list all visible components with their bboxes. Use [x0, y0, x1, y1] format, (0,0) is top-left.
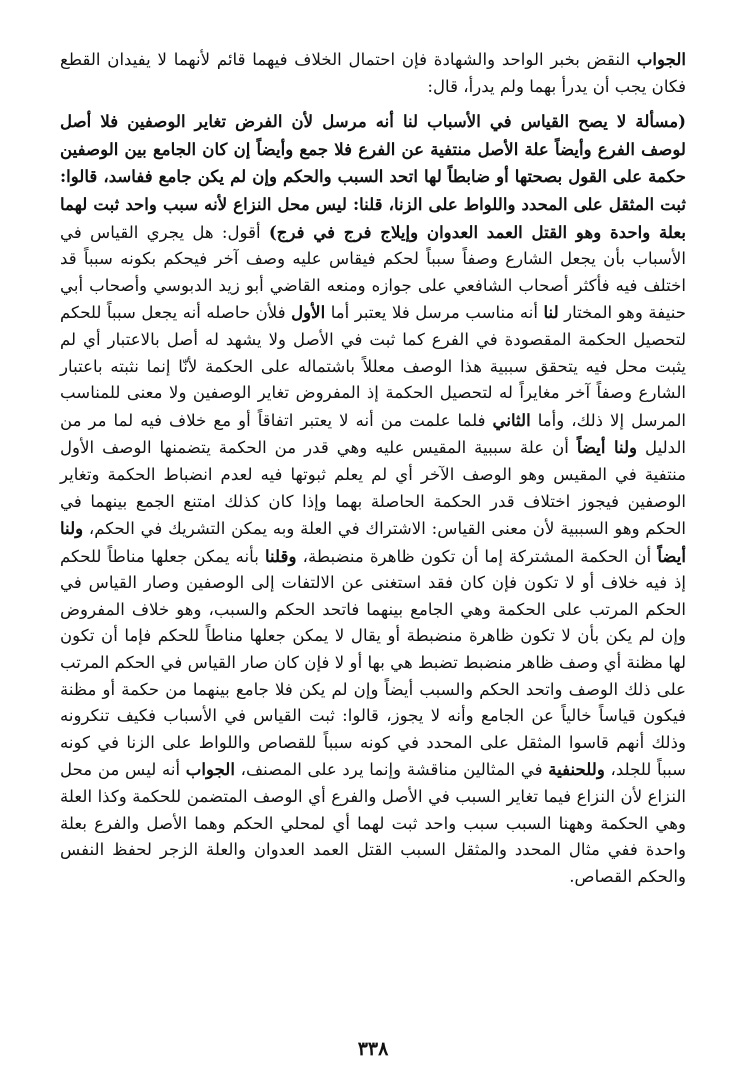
bold-text-segment: وللحنفية [548, 759, 605, 780]
bold-text-segment: وقلنا [264, 545, 297, 566]
paragraph [60, 108, 686, 890]
bold-text-segment: ولنا أيضاً [576, 437, 638, 458]
text-segment: في المثالين مناقشة وإنما يرد على المصنف، [234, 760, 549, 780]
text-segment: أن الحكمة المشتركة إما أن تكون ظاهرة منضبطة، [296, 546, 658, 566]
text-segment: أقول: هل يجري القياس في الأسباب بأن يجعل الشارع وصفاً سبباً لحكم فيقاس عليه وصف آخر فيحكم بكونه سبباً قد اختلف فيه فأكثر أصحاب الشافعي على جوازه ومنعه القاضي أبو زيد الدبوسي وأصحاب أبي حنيفة وهو المختار [60, 222, 686, 323]
bold-text-segment: الجواب [636, 49, 686, 69]
bold-text-segment: ولنا أيضاً [60, 518, 687, 566]
bold-text-segment: الثاني [492, 409, 531, 430]
bold-text-segment: (مسألة لا يصح القياس في الأسباب لنا أنه مرسل لأن الفرض تغاير الوصفين فلا أصل لوصف الفرع وأيضاً علة الأصل منتفية عن الفرع فلا جمع وأيضاً إن كان الجامع بين الوصفين حكمة على القول بصحتها أو ضابطاً لها اتحد السبب والحكم وإن لم يكن جامع ففاسد، قالوا: ثبت المثقل على المحدد واللواط على الزنا، قلنا: ليس محل النزاع لأنه سبب واحد ثبت لهما بعلة واحدة وهو القتل العمد العدوان وإيلاج فرج في فرج) [60, 111, 686, 242]
bold-text-segment: الجواب [185, 759, 235, 780]
paragraph [60, 46, 686, 100]
bold-text-segment: الأول [291, 302, 326, 323]
text-segment: أنه مناسب مرسل فلا يعتبر أما [325, 303, 544, 323]
bold-text-segment: لنا [543, 302, 559, 323]
text-segment: أن علة سببية المقيس عليه وهي قدر من الحكمة يتضمنها الوصف الأول منتفية في المقيس وهو الوصف الآخر أي لم يعلم ثبوتها فيه لعدم انضباط الحكمة وتغاير الوصفين فيجوز اختلاف قدر الحكمة الحاصلة بهما وإذا كان كذلك امتنع الجمع بينهما في الحكم وهو السببية لأن معنى القياس: الاشتراك في العلة وبه يمكن التشريك في الحكم، [60, 438, 686, 539]
text-segment: أنه ليس من محل النزاع لأن النزاع فيما تغاير السبب في الأصل والفرع أي الوصف المتضمن للحكمة وكذا العلة وهي الحكمة وههنا السبب سبب واحد ثبت لهما أي لمحلي الحكم وهما الأصل والفرع بعلة واحدة ففي مثال المحدد والمثقل السبب القتل العمد العدوان والعلة الزجر لحفظ النفس والحكم القصاص. [60, 760, 686, 886]
text-segment: النقض بخبر الواحد والشهادة فإن احتمال الخلاف فيهما قائم لأنهما لا يفيدان القطع فكان يجب أن يدرأ بهما ولم يدرأ، قال: [60, 50, 686, 96]
page-number: ٣٣٨ [357, 1038, 389, 1060]
body-text [60, 46, 686, 890]
text-segment: فلما علمت من أنه لا يعتبر اتفاقاً أو مع خلاف فيه لما مر من الدليل [60, 410, 687, 458]
text-segment: بأنه يمكن جعلها مناطاً للحكم إذ فيه خلاف أو لا تكون فإن كان فقد استغنى عن الالتفات إلى الوصفين وصار القياس في الحكم المرتب على الحكمة وهي الجامع بينهما فاتحد الحكم والسبب، وهو خلاف المفروض وإن لم يكن بأن لا تكون ظاهرة منضبطة أو يقال لا يمكن جعلها مناطاً للحكم فإما أن تكون لها مظنة أي وصف ظاهر منضبط تضبط هي بها أو لا فإن كان صار القياس في الحكم المرتب على ذلك الوصف واتحد الحكم والسبب أيضاً وإن لم يكن فلا جامع بينهما من حكمة أو مظنة فيكون قياساً خالياً عن الجامع وأنه لا يجوز، قالوا: ثبت القياس في الأسباب فكيف تنكرونه وذلك أنهم قاسوا المثقل على المحدد في كونه سبباً للقصاص واللواط على الزنا في كونه سبباً للجلد، [60, 546, 687, 780]
text-segment: فلأن حاصله أنه يجعل سبباً للحكم لتحصيل الحكمة المقصودة في الفرع كما ثبت في الأصل ولا يشهد له أصل بالاعتبار أي لم يثبت محل فيه يتحقق سببية هذا الوصف معللاً باشتماله على الحكمة لأنّا إنما نثبته باعتبار الشارع وصفاً آخر مغايراً له لتحصيل الحكمة إذ المفروض تغاير الوصفين ولا معنى للمناسب المرسل إلا ذلك، وأما [60, 303, 686, 430]
